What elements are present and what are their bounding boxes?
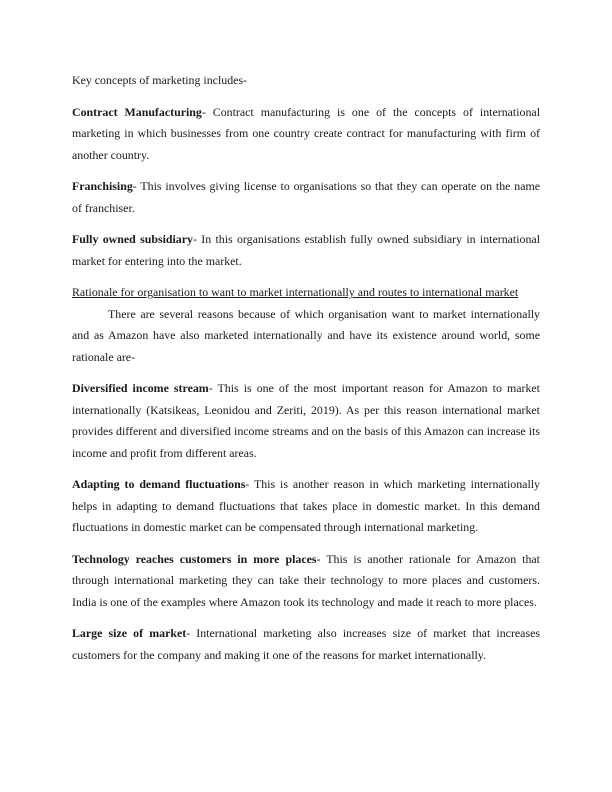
- section-heading: Rationale for organisation to want to market internationally and routes to international market: [72, 285, 519, 299]
- rationale-term: Adapting to demand fluctuations: [72, 477, 246, 491]
- concept-text: - Contract manufacturing is one of the concepts of international marketing in which businesses from one country create contract for manufacturing with firm of another country.: [72, 104, 541, 162]
- rationale-diversified-income: [72, 378, 540, 464]
- concept-term: Franchising: [72, 179, 133, 193]
- rationale-term: Diversified income stream: [72, 381, 209, 395]
- concept-text: - This involves giving license to organisations so that they can operate on the name of franchiser.: [72, 179, 540, 215]
- rationale-text: - This is another reason in which marketing internationally helps in adapting to demand fluctuations that takes place in domestic market. In this demand fluctuations in domestic market can be compensated through international marketing.: [72, 477, 541, 534]
- concept-fully-owned-subsidiary: [72, 229, 540, 272]
- rationale-text: - This is one of the most important reason for Amazon to market internationally (Katsikeas, Leonidou and Zeriti, 2019). As per this reason international market provides different and diversified income streams and on the basis of this Amazon can increase its income and profit from different areas.: [72, 381, 540, 460]
- rationale-technology-reach: [72, 549, 540, 614]
- rationale-text: - International marketing also increases size of market that increases customers for the company and making it one of the reasons for market internationally.: [72, 626, 540, 662]
- rationale-term: Technology reaches customers in more places: [72, 551, 317, 566]
- rationale-demand-fluctuations: [72, 474, 540, 539]
- rationale-text: - This is another rationale for Amazon that through international marketing they can take their technology to more places and customers. India is one of the examples where Amazon took its technology and made it reach to more places.: [72, 551, 540, 609]
- intro-paragraph: Key concepts of marketing includes-: [72, 73, 247, 87]
- section-intro: There are several reasons because of which organisation want to market internationally and as Amazon have also marketed internationally and have its existence around world, some rationale are-: [72, 306, 540, 364]
- document-page: [72, 70, 540, 676]
- concept-contract-manufacturing: [72, 102, 540, 167]
- concept-franchising: [72, 176, 540, 219]
- concept-text: - In this organisations establish fully owned subsidiary in international market for entering into the market.: [72, 232, 541, 268]
- concept-term: Fully owned subsidiary: [72, 232, 193, 246]
- rationale-market-size: [72, 623, 540, 666]
- concept-term: Contract Manufacturing: [72, 104, 202, 119]
- rationale-term: Large size of market: [72, 626, 187, 640]
